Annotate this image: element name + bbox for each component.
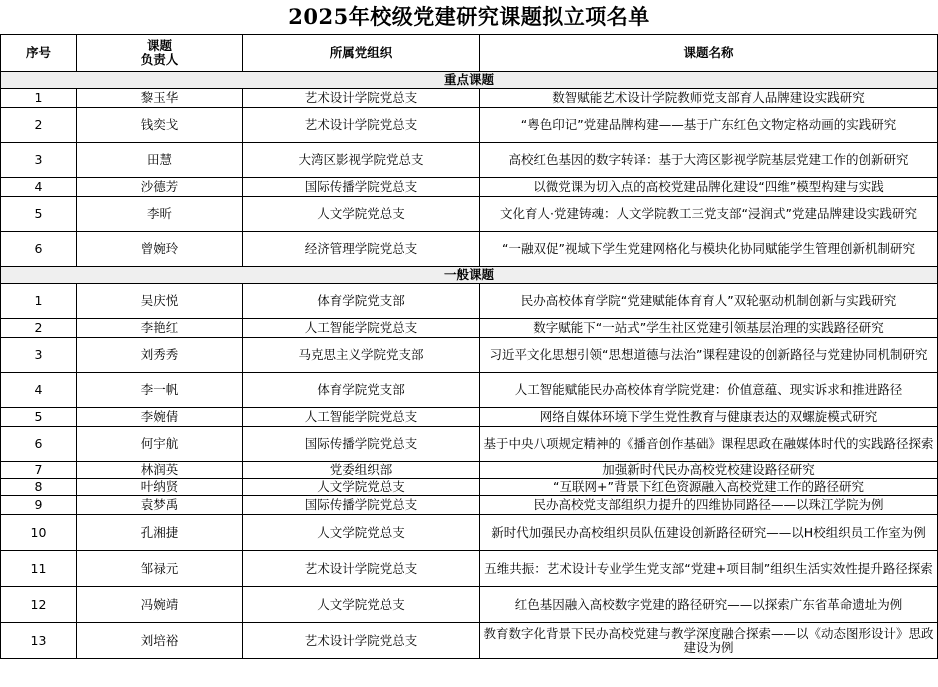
cell-topic: 网络自媒体环境下学生党性教育与健康表达的双螺旋模式研究 xyxy=(480,408,938,427)
table-row xyxy=(1,232,938,267)
header-leader xyxy=(77,35,243,72)
cell-org: 艺术设计学院党总支 xyxy=(243,108,480,143)
cell-leader: 袁梦禹 xyxy=(77,496,243,515)
cell-leader: 邹禄元 xyxy=(77,551,243,587)
cell-leader: 黎玉华 xyxy=(77,89,243,108)
cell-topic: 以微党课为切入点的高校党建品牌化建设“四维”模型构建与实践 xyxy=(480,178,938,197)
table-row xyxy=(1,373,938,408)
table-row xyxy=(1,623,938,659)
cell-org: 人文学院党总支 xyxy=(243,515,480,551)
cell-topic: 民办高校党支部组织力提升的四维协同路径——以珠江学院为例 xyxy=(480,496,938,515)
cell-no: 6 xyxy=(1,427,77,462)
cell-topic: 习近平文化思想引领“思想道德与法治”课程建设的创新路径与党建协同机制研究 xyxy=(480,338,938,373)
cell-no: 2 xyxy=(1,108,77,143)
section-label: 一般课题 xyxy=(1,267,938,284)
table-row xyxy=(1,108,938,143)
cell-org: 艺术设计学院党总支 xyxy=(243,551,480,587)
section-row xyxy=(1,267,938,284)
cell-org: 人文学院党总支 xyxy=(243,197,480,232)
cell-org: 体育学院党支部 xyxy=(243,373,480,408)
cell-topic: 数字赋能下“一站式”学生社区党建引领基层治理的实践路径研究 xyxy=(480,319,938,338)
section-label: 重点课题 xyxy=(1,72,938,89)
table-row xyxy=(1,479,938,496)
table-row xyxy=(1,178,938,197)
cell-leader: 吴庆悦 xyxy=(77,284,243,319)
cell-leader: 叶纳贤 xyxy=(77,479,243,496)
cell-no: 6 xyxy=(1,232,77,267)
cell-topic: 人工智能赋能民办高校体育学院党建：价值意蕴、现实诉求和推进路径 xyxy=(480,373,938,408)
table-row xyxy=(1,143,938,178)
cell-leader: 何宇航 xyxy=(77,427,243,462)
table-row xyxy=(1,408,938,427)
cell-leader: 李艳红 xyxy=(77,319,243,338)
cell-org: 人文学院党总支 xyxy=(243,587,480,623)
table-row xyxy=(1,338,938,373)
cell-leader: 孔湘捷 xyxy=(77,515,243,551)
cell-org: 人工智能学院党总支 xyxy=(243,408,480,427)
table-body xyxy=(1,72,938,659)
cell-org: 国际传播学院党总支 xyxy=(243,178,480,197)
cell-topic: 文化育人·党建铸魂：人文学院教工三党支部“浸润式”党建品牌建设实践研究 xyxy=(480,197,938,232)
header-leader-line1: 课题 xyxy=(146,38,172,53)
cell-leader: 田慧 xyxy=(77,143,243,178)
page-title: 2025年校级党建研究课题拟立项名单 xyxy=(288,4,650,29)
header-no: 序号 xyxy=(1,35,77,72)
cell-no: 3 xyxy=(1,338,77,373)
cell-no: 1 xyxy=(1,284,77,319)
cell-no: 3 xyxy=(1,143,77,178)
cell-org: 国际传播学院党总支 xyxy=(243,427,480,462)
cell-org: 人工智能学院党总支 xyxy=(243,319,480,338)
cell-no: 4 xyxy=(1,373,77,408)
cell-no: 5 xyxy=(1,408,77,427)
cell-leader: 沙德芳 xyxy=(77,178,243,197)
cell-topic: 加强新时代民办高校党校建设路径研究 xyxy=(480,462,938,479)
cell-org: 体育学院党支部 xyxy=(243,284,480,319)
cell-leader: 李婉倩 xyxy=(77,408,243,427)
table-row xyxy=(1,496,938,515)
table-row xyxy=(1,462,938,479)
section-row xyxy=(1,72,938,89)
cell-leader: 冯婉靖 xyxy=(77,587,243,623)
cell-no: 4 xyxy=(1,178,77,197)
cell-org: 经济管理学院党总支 xyxy=(243,232,480,267)
cell-org: 党委组织部 xyxy=(243,462,480,479)
cell-topic: 高校红色基因的数字转译：基于大湾区影视学院基层党建工作的创新研究 xyxy=(480,143,938,178)
header-topic: 课题名称 xyxy=(480,35,938,72)
cell-org: 人文学院党总支 xyxy=(243,479,480,496)
table-row xyxy=(1,427,938,462)
cell-leader: 李一帆 xyxy=(77,373,243,408)
table-row xyxy=(1,197,938,232)
cell-no: 8 xyxy=(1,479,77,496)
cell-topic: “粤色印记”党建品牌构建——基于广东红色文物定格动画的实践研究 xyxy=(480,108,938,143)
cell-org: 艺术设计学院党总支 xyxy=(243,89,480,108)
header-org: 所属党组织 xyxy=(243,35,480,72)
header-leader-line2: 负责人 xyxy=(140,52,179,67)
header-row xyxy=(1,35,938,72)
cell-leader: 李昕 xyxy=(77,197,243,232)
cell-no: 7 xyxy=(1,462,77,479)
cell-leader: 刘培裕 xyxy=(77,623,243,659)
table-row xyxy=(1,515,938,551)
cell-topic: 新时代加强民办高校组织员队伍建设创新路径研究——以H校组织员工作室为例 xyxy=(480,515,938,551)
table-row xyxy=(1,587,938,623)
cell-no: 2 xyxy=(1,319,77,338)
cell-no: 9 xyxy=(1,496,77,515)
cell-topic: “互联网+”背景下红色资源融入高校党建工作的路径研究 xyxy=(480,479,938,496)
cell-leader: 曾婉玲 xyxy=(77,232,243,267)
cell-org: 国际传播学院党总支 xyxy=(243,496,480,515)
cell-leader: 钱奕戈 xyxy=(77,108,243,143)
cell-no: 12 xyxy=(1,587,77,623)
table-row xyxy=(1,89,938,108)
cell-topic: 民办高校体育学院“党建赋能体育育人”双轮驱动机制创新与实践研究 xyxy=(480,284,938,319)
cell-leader: 林润英 xyxy=(77,462,243,479)
cell-no: 5 xyxy=(1,197,77,232)
project-table xyxy=(0,34,938,659)
cell-org: 大湾区影视学院党总支 xyxy=(243,143,480,178)
table-row xyxy=(1,319,938,338)
cell-org: 艺术设计学院党总支 xyxy=(243,623,480,659)
cell-topic: 五维共振：艺术设计专业学生党支部“党建+项目制”组织生活实效性提升路径探索 xyxy=(480,551,938,587)
cell-no: 13 xyxy=(1,623,77,659)
cell-no: 11 xyxy=(1,551,77,587)
cell-topic: 教育数字化背景下民办高校党建与教学深度融合探索——以《动态图形设计》思政建设为例 xyxy=(480,623,938,659)
cell-topic: 基于中央八项规定精神的《播音创作基础》课程思政在融媒体时代的实践路径探索 xyxy=(480,427,938,462)
cell-topic: 红色基因融入高校数字党建的路径研究——以探索广东省革命遗址为例 xyxy=(480,587,938,623)
cell-no: 10 xyxy=(1,515,77,551)
cell-org: 马克思主义学院党支部 xyxy=(243,338,480,373)
cell-no: 1 xyxy=(1,89,77,108)
table-row xyxy=(1,284,938,319)
cell-topic: “一融双促”视域下学生党建网格化与模块化协同赋能学生管理创新机制研究 xyxy=(480,232,938,267)
cell-leader: 刘秀秀 xyxy=(77,338,243,373)
cell-topic: 数智赋能艺术设计学院教师党支部育人品牌建设实践研究 xyxy=(480,89,938,108)
table-row xyxy=(1,551,938,587)
